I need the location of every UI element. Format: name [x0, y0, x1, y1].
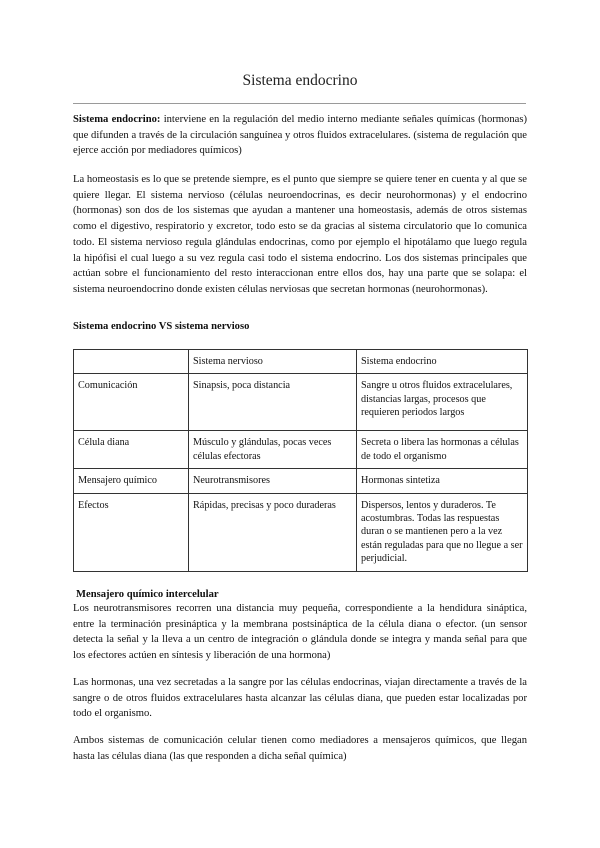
messenger-paragraph-1: Los neurotransmisores recorren una distancia muy pequeña, correspondiente a la hendidura sináptica, entre la terminación presináptica y la membrana postsináptica de la célula diana o efector. (un sensor detecta la señal y la lleva a un centro de integración o glándula donde se integra y manda señal para que los efectores actúen en síntesis y liberación de una hormona) — [73, 603, 527, 662]
table-cell: Rápidas, precisas y poco duraderas — [189, 493, 357, 571]
table-cell: Mensajero químico — [74, 469, 189, 493]
table-header-cell: Sistema endocrino — [357, 350, 528, 374]
table-header-cell — [74, 350, 189, 374]
intro-paragraph — [73, 112, 527, 159]
table-cell: Secreta o libera las hormonas a células de todo el organismo — [357, 431, 528, 469]
intro-text: interviene en la regulación del medio interno mediante señales químicas (hormonas) que difunden a través de la circulación sanguínea y otros fluidos extracelulares. (sistema de regulación que ejerce acción por mediadores químicos) — [73, 114, 527, 157]
table-row — [74, 493, 528, 571]
table-cell: Célula diana — [74, 431, 189, 469]
table-header-row — [74, 350, 528, 374]
messenger-paragraph-3: Ambos sistemas de comunicación celular tienen como mediadores a mensajeros químicos, que llegan hasta las células diana (las que responden a dicha señal química) — [73, 735, 527, 762]
table-cell: Sinapsis, poca distancia — [189, 374, 357, 431]
table-cell: Sangre u otros fluidos extracelulares, distancias largas, procesos que requieren periodos largos — [357, 374, 528, 431]
comparison-heading: Sistema endocrino VS sistema nervioso — [73, 321, 250, 332]
table-cell: Efectos — [74, 493, 189, 571]
table-cell: Hormonas sintetiza — [357, 469, 528, 493]
table-cell: Neurotransmisores — [189, 469, 357, 493]
comparison-table — [73, 349, 528, 572]
messenger-heading: Mensajero químico intercelular — [76, 589, 219, 600]
table-cell: Comunicación — [74, 374, 189, 431]
title-divider — [73, 103, 526, 104]
table-row — [74, 374, 528, 431]
messenger-paragraph-2: Las hormonas, una vez secretadas a la sangre por las células endocrinas, viajan directamente a través de la sangre o de otros fluidos extracelulares hasta alcanzar las células diana, que pueden estar localizadas por todo el organismo. — [73, 677, 527, 720]
table-row — [74, 469, 528, 493]
table-cell: Músculo y glándulas, pocas veces células efectoras — [189, 431, 357, 469]
page-title: Sistema endocrino — [242, 72, 358, 89]
homeostasis-paragraph: La homeostasis es lo que se pretende siempre, es el punto que siempre se quiere tener en cuenta y al que se quiere llegar. El sistema nervioso (células neuroendocrinas, es decir neurohormonas) y el endocrino (hormonas) son dos de los sistemas que ayudan a mantener una homeostasis, además de otros sistemas como el digestivo, respiratorio y excretor, todo esto se da gracias al sistema circulatorio que lo comunica todo. El sistema nervioso regula glándulas endocrinas, como por ejemplo el hipotálamo que luego regula la hipófisi el cual luego a su vez regula casi todo el sistema endocrino. Los dos sistemas principales que actúan sobre el funcionamiento del resto interaccionan entre ellos dos, hay una parte que se solapa: el sistema neuroendocrino donde existen células nerviosas que secretan hormonas (neurohormonas). — [73, 174, 527, 295]
table-row — [74, 431, 528, 469]
table-header-cell: Sistema nervioso — [189, 350, 357, 374]
intro-term: Sistema endocrino: — [73, 114, 161, 125]
table-cell: Dispersos, lentos y duraderos. Te acostumbras. Todas las respuestas duran o se mantienen pero a la vez están reguladas para que no llegue a ser perjudicial. — [357, 493, 528, 571]
